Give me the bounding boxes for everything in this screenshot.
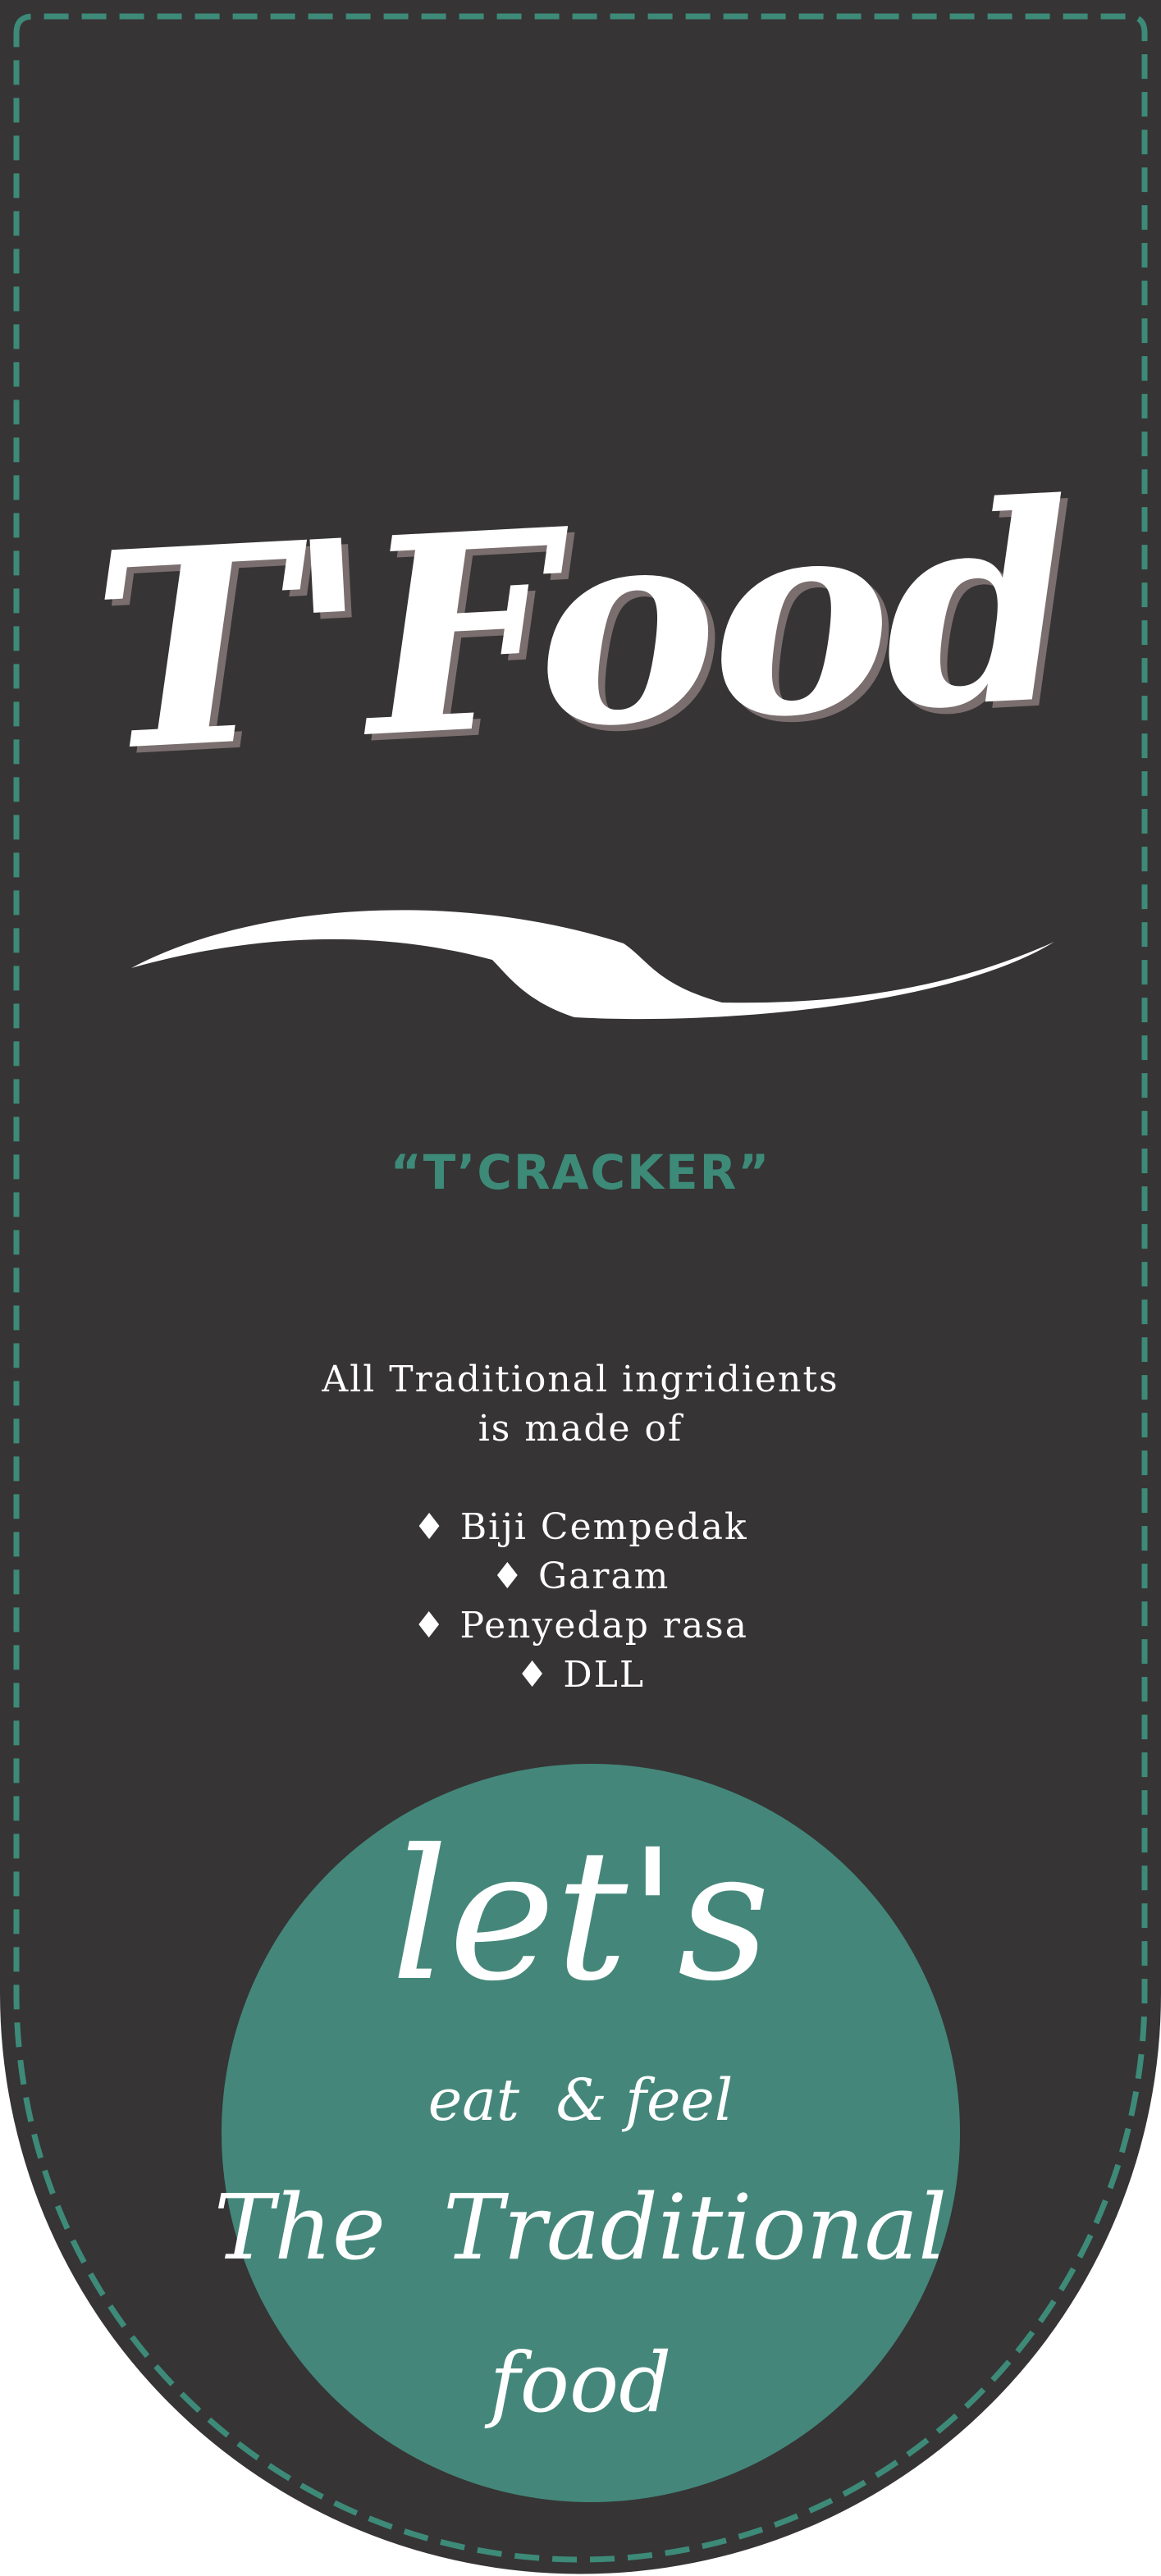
slogan-traditional: The Traditional bbox=[213, 2175, 948, 2280]
ingredients-list bbox=[0, 1503, 1161, 1700]
brand-logo-text: T'Food bbox=[86, 443, 1075, 812]
ingredient-item: ♦ Penyedap rasa bbox=[0, 1601, 1161, 1651]
product-name: “T’CRACKER” bbox=[390, 1144, 771, 1200]
slogan-food: food bbox=[489, 2335, 672, 2431]
intro-line-2: is made of bbox=[478, 1408, 683, 1450]
slogan-lets: let's bbox=[391, 1811, 770, 2021]
ingredient-item: ♦ Garam bbox=[0, 1552, 1161, 1601]
slogan-eat-feel: eat & feel bbox=[427, 2067, 734, 2134]
ingredients-intro bbox=[0, 1355, 1161, 1454]
intro-line-1: All Traditional ingridients bbox=[322, 1359, 839, 1400]
ingredient-item: ♦ Biji Cempedak bbox=[0, 1503, 1161, 1552]
ingredient-item: ♦ DLL bbox=[0, 1651, 1161, 1700]
